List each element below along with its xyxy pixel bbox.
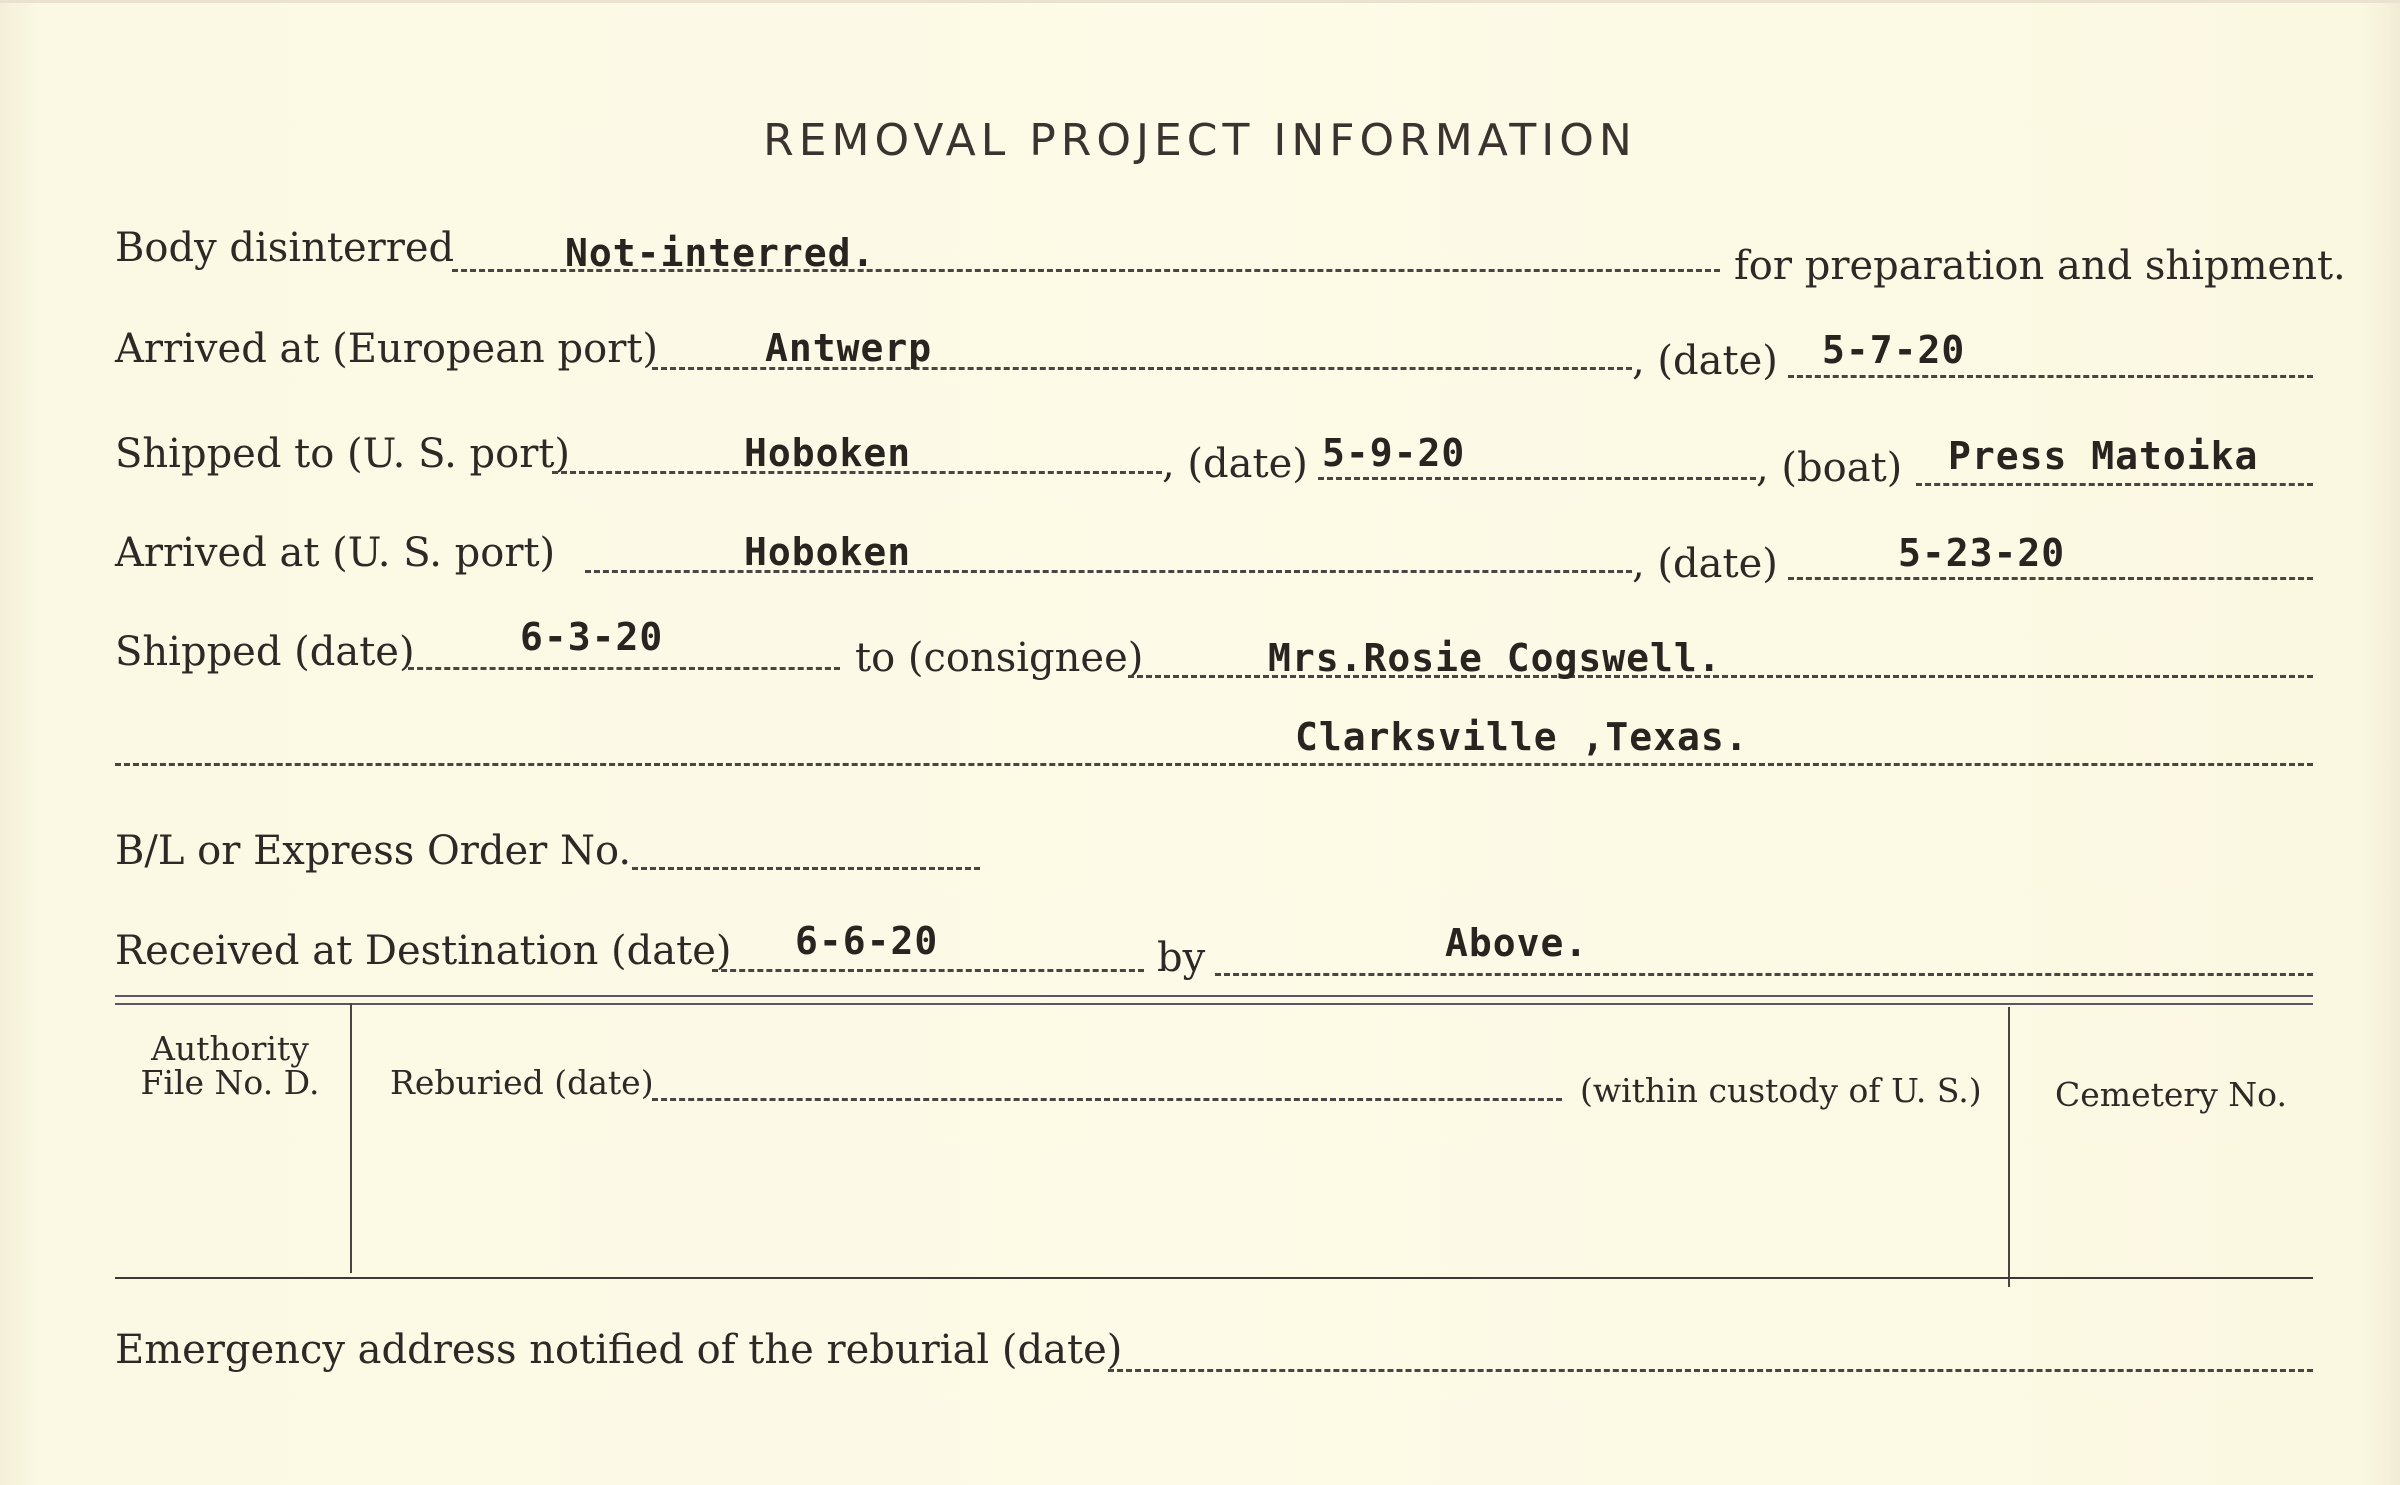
shipped-us-date: 5-9-20 — [1322, 431, 1466, 475]
emergency-line — [1108, 1369, 2313, 1372]
arrived-us-date-line — [1788, 577, 2313, 580]
reburied-line — [652, 1098, 1562, 1101]
page-title: REMOVAL PROJECT INFORMATION — [763, 115, 1637, 166]
shipped-date: 6-3-20 — [520, 615, 664, 659]
boat-value: Press Matoika — [1948, 434, 2259, 478]
european-port-value: Antwerp — [765, 326, 933, 370]
consignee-address-line — [115, 763, 2313, 766]
consignee-address: Clarksville ,Texas. — [1295, 715, 1749, 759]
emergency-label: Emergency address notified of the reburial (date) — [115, 1327, 1123, 1373]
bl-label: B/L or Express Order No. — [115, 828, 632, 874]
box-divider-right — [2008, 1007, 2010, 1287]
disinterred-value: Not-interred. — [565, 231, 876, 275]
boat-line — [1916, 483, 2313, 486]
shipped-us-date-line — [1318, 477, 1756, 480]
arrived-us-port-value: Hoboken — [744, 530, 912, 574]
box-top-rule-1 — [115, 995, 2313, 997]
bl-line — [632, 867, 980, 870]
shipped-us-date-label: , (date) — [1162, 441, 1308, 487]
arrived-us-date-label: , (date) — [1632, 541, 1778, 587]
received-by-label: by — [1157, 935, 1206, 981]
disinterred-label: Body disinterred — [115, 225, 455, 271]
box-top-rule-2 — [115, 1003, 2313, 1005]
custody-label: (within custody of U. S.) — [1580, 1071, 1982, 1110]
authority-label-1: Authority — [151, 1029, 309, 1068]
consignee-name: Mrs.Rosie Cogswell. — [1268, 636, 1722, 680]
received-label: Received at Destination (date) — [115, 928, 732, 974]
shipped-us-port-label: Shipped to (U. S. port) — [115, 431, 570, 477]
european-port-date-line — [1788, 375, 2313, 378]
arrived-us-port-line — [585, 570, 1632, 573]
arrived-us-date: 5-23-20 — [1898, 531, 2066, 575]
reburied-label: Reburied (date) — [390, 1063, 654, 1102]
cemetery-label: Cemetery No. — [2055, 1075, 2287, 1114]
shipped-us-port-value: Hoboken — [744, 431, 912, 475]
disinterred-suffix: for preparation and shipment. — [1734, 243, 2346, 289]
boat-label: , (boat) — [1756, 445, 1903, 491]
european-port-label: Arrived at (European port) — [115, 326, 659, 372]
box-bottom-rule — [115, 1277, 2313, 1279]
arrived-us-port-label: Arrived at (U. S. port) — [115, 530, 556, 576]
shipped-date-line — [408, 667, 840, 670]
european-port-date: 5-7-20 — [1822, 328, 1966, 372]
consignee-label: to (consignee) — [855, 635, 1144, 681]
box-divider-left — [350, 1003, 352, 1273]
received-by: Above. — [1445, 921, 1589, 965]
authority-label-2: File No. D. — [140, 1063, 320, 1102]
shipped-date-label: Shipped (date) — [115, 629, 415, 675]
received-date: 6-6-20 — [795, 919, 939, 963]
received-date-line — [712, 969, 1144, 972]
european-port-date-label: , (date) — [1632, 338, 1778, 384]
received-by-line — [1215, 973, 2313, 976]
